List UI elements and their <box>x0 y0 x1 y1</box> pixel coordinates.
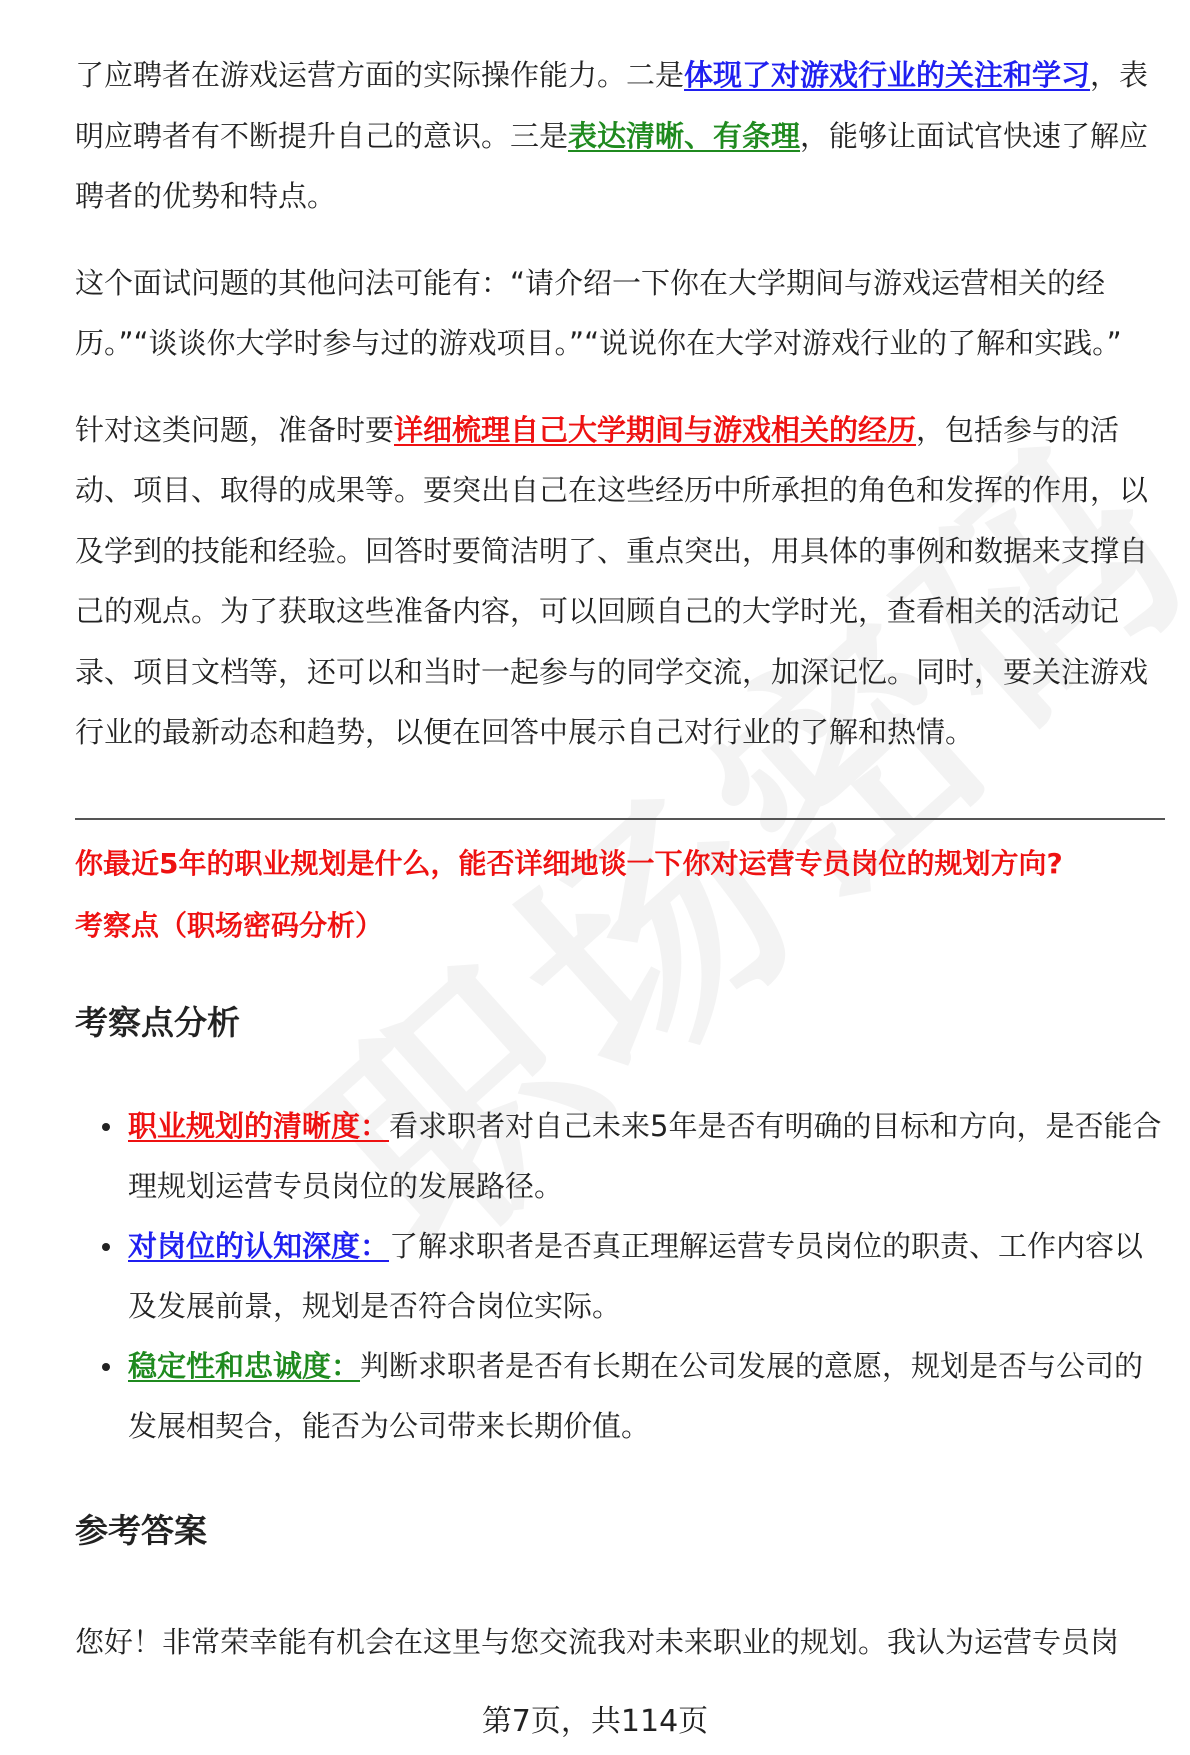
text-run: ，表明应聘者有不断提升自己的意识。三是 <box>75 58 1149 153</box>
answer-heading: 参考答案 <box>75 1510 207 1550</box>
analysis-item-text: 判断求职者是否有长期在公司发展的意愿，规划是否与公司的发展相契合，能否为公司带来长期价值。 <box>128 1348 1144 1443</box>
text-run: 针对这类问题，准备时要 <box>75 412 395 447</box>
page-number: 第7页，共114页 <box>481 1704 709 1739</box>
highlight-industry-learning: 体现了对游戏行业的关注和学习 <box>684 58 1091 92</box>
text-run: ，能够让面试官快速了解应聘者的优势和特点。 <box>75 118 1149 213</box>
highlight-review-experience: 详细梳理自己大学期间与游戏相关的经历 <box>394 412 917 447</box>
question-subtitle: 考察点（职场密码分析） <box>75 908 384 942</box>
analysis-item <box>128 1096 1165 1216</box>
analysis-item-label: 稳定性和忠诚度： <box>128 1348 361 1383</box>
paragraph-1 <box>75 45 1165 227</box>
paragraph-3 <box>75 400 1165 763</box>
analysis-heading: 考察点分析 <box>75 1002 240 1042</box>
document-page <box>75 45 1165 1672</box>
divider <box>75 818 1165 820</box>
paragraph-2: 这个面试问题的其他问法可能有：“请介绍一下你在大学期间与游戏运营相关的经历。”“谈谈你大学时参与过的游戏项目。”“说说你在大学对游戏行业的了解和实践。” <box>75 265 1122 360</box>
answer-paragraph: 您好！非常荣幸能有机会在这里与您交流我对未来职业的规划。我认为运营专员岗 <box>75 1624 1120 1659</box>
text-run: 了应聘者在游戏运营方面的实际操作能力。二是 <box>75 58 685 92</box>
bullet-icon <box>102 1243 110 1251</box>
analysis-list <box>75 1096 1165 1456</box>
text-run: ，包括参与的活动、项目、取得的成果等。要突出自己在这些经历中所承担的角色和发挥的作用，以及学到的技能和经验。回答时要简洁明了、重点突出，用具体的事例和数据来支撑自己的观点。为了获取这些准备内容，可以回顾自己的大学时光，查看相关的活动记录、项目文档等，还可以和当时一起参与的同学交流，加深记忆。同时，要关注游戏行业的最新动态和趋势，以便在回答中展示自己对行业的了解和热情。 <box>75 412 1149 749</box>
analysis-item-label: 对岗位的认知深度： <box>128 1228 390 1263</box>
highlight-clear-expression: 表达清晰、有条理 <box>568 118 801 153</box>
analysis-item <box>128 1336 1165 1456</box>
analysis-item-label: 职业规划的清晰度： <box>128 1108 390 1143</box>
bullet-icon <box>102 1363 110 1371</box>
analysis-item-text: 了解求职者是否真正理解运营专员岗位的职责、工作内容以及发展前景，规划是否符合岗位实际。 <box>128 1228 1144 1323</box>
analysis-item <box>128 1216 1165 1336</box>
question-title: 你最近5年的职业规划是什么，能否详细地谈一下你对运营专员岗位的规划方向? <box>75 846 1063 880</box>
analysis-item-text: 看求职者对自己未来5年是否有明确的目标和方向，是否能合理规划运营专员岗位的发展路径。 <box>128 1108 1162 1203</box>
bullet-icon <box>102 1123 110 1131</box>
